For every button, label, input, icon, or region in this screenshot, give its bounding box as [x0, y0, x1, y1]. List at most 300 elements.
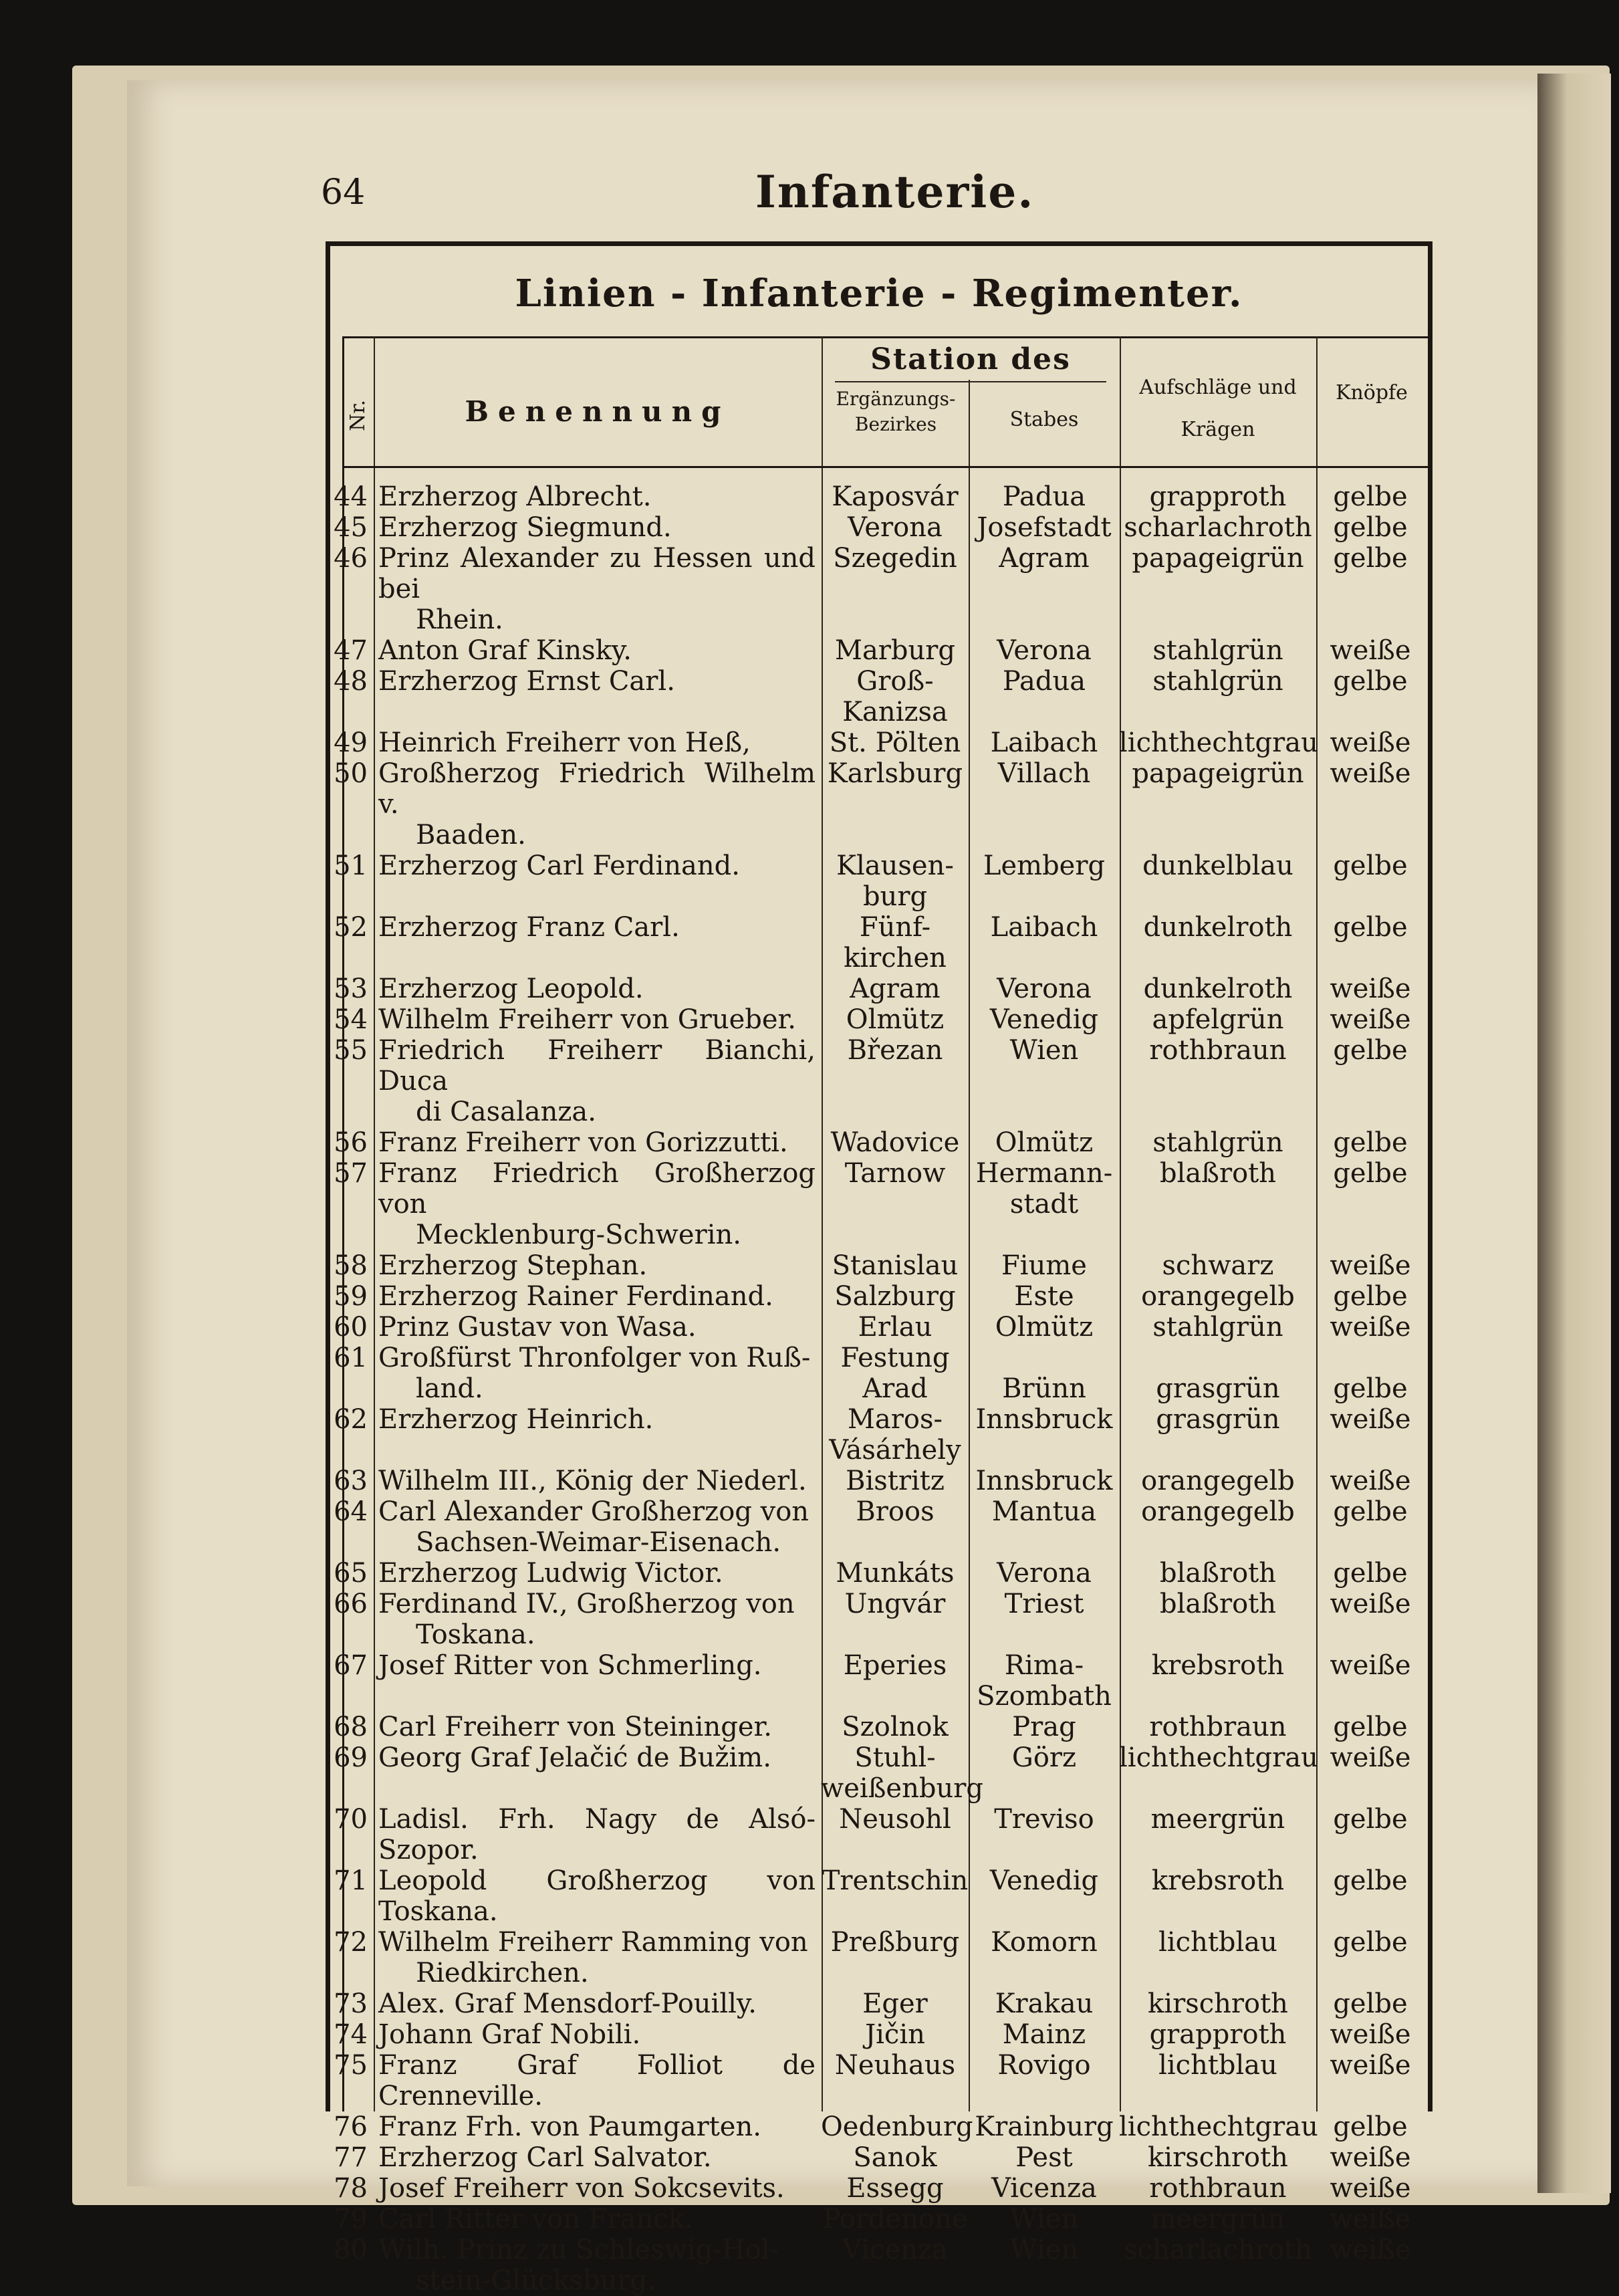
knoepfe-color-text: weiße — [1330, 1466, 1411, 1496]
knoepfe-color-text: weiße — [1330, 2234, 1411, 2265]
regiment-number: 78 — [334, 2173, 368, 2204]
ergaenzungsbezirk — [821, 1250, 969, 1281]
knoepfe-color-text: gelbe — [1333, 1158, 1408, 1189]
aufschlaege-color — [1119, 1558, 1317, 1589]
regiment-number: 60 — [334, 1312, 368, 1343]
knoepfe-color — [1317, 1158, 1424, 1189]
aufschlaege-color — [1119, 2019, 1317, 2050]
aufschlaege-color-text: dunkelroth — [1143, 912, 1293, 943]
aufschlaege-color-text: blaßroth — [1159, 1158, 1276, 1189]
stabes-station-line: Padua — [1002, 481, 1086, 512]
stabes-station — [969, 1558, 1119, 1589]
aufschlaege-color-text: kirschroth — [1148, 1988, 1288, 2019]
regiment-name-line: Toskana. — [416, 1619, 535, 1650]
ergaenzungsbezirk — [821, 481, 969, 512]
knoepfe-color-text: gelbe — [1333, 543, 1408, 574]
regiment-name-line: Rhein. — [416, 604, 503, 635]
aufschlaege-color-text: orangegelb — [1141, 1466, 1295, 1496]
ergaenzungsbezirk-line: Salzburg — [834, 1281, 956, 1312]
knoepfe-color-text: weiße — [1330, 1312, 1411, 1343]
stabes-station — [969, 1742, 1119, 1773]
aufschlaege-color — [1119, 1496, 1317, 1527]
regiment-name-line: Franz Freiherr von Gorizzutti. — [378, 1127, 788, 1158]
table-row — [330, 1742, 1428, 1804]
knoepfe-color-text: weiße — [1330, 1004, 1411, 1035]
table-row — [330, 1865, 1428, 1927]
knoepfe-color-text: gelbe — [1333, 1927, 1408, 1958]
ergaenzungsbezirk — [821, 973, 969, 1004]
regiment-name — [372, 1004, 821, 1035]
aufschlaege-color-text: rothbraun — [1149, 2173, 1287, 2204]
stabes-station-line: Krainburg — [975, 2111, 1114, 2142]
ergaenzungsbezirk-line: Groß- — [856, 666, 934, 697]
stabes-station — [969, 1712, 1119, 1742]
table-row — [330, 666, 1428, 727]
stabes-station — [969, 1343, 1119, 1404]
ergaenzungsbezirk-line: Olmütz — [846, 1004, 945, 1035]
regiment-number: 61 — [334, 1343, 368, 1373]
aufschlaege-color-text: krebsroth — [1151, 1650, 1285, 1681]
aufschlaege-color-text: scharlachroth — [1124, 512, 1312, 543]
knoepfe-color-text: weiße — [1330, 635, 1411, 666]
stabes-station-line: Krakau — [995, 1988, 1094, 2019]
ergaenzungsbezirk — [821, 2142, 969, 2173]
table-row — [330, 1312, 1428, 1343]
knoepfe-color — [1317, 1988, 1424, 2019]
ergaenzungsbezirk-line: Pordenone — [822, 2204, 968, 2234]
regiment-name-line: Erzherzog Siegmund. — [378, 512, 672, 543]
stabes-station — [969, 1250, 1119, 1281]
regiment-number: 79 — [334, 2204, 368, 2234]
knoepfe-color — [1317, 1127, 1424, 1158]
aufschlaege-color-text: grapproth — [1149, 2019, 1287, 2050]
table-row — [330, 2173, 1428, 2204]
regiment-number: 48 — [334, 666, 368, 697]
aufschlaege-color-text: lichthechtgrau — [1119, 2111, 1318, 2142]
regiment-name-line: Erzherzog Leopold. — [378, 973, 644, 1004]
regiment-name — [372, 1988, 821, 2019]
knoepfe-color — [1317, 2173, 1424, 2204]
regiment-name-line: Erzherzog Carl Salvator. — [378, 2142, 712, 2173]
regiment-name-line: Friedrich Freiherr Bianchi, Duca — [378, 1035, 816, 1097]
regiment-name-line: Wilhelm Freiherr Ramming von — [378, 1927, 808, 1958]
knoepfe-color-text: gelbe — [1333, 1865, 1408, 1896]
stabes-station-line: Este — [1014, 1281, 1074, 1312]
regiment-name-line: Franz Frh. von Paumgarten. — [378, 2111, 761, 2142]
knoepfe-color — [1317, 2050, 1424, 2081]
aufschlaege-color-text: grapproth — [1149, 481, 1287, 512]
ergaenzungsbezirk — [821, 1127, 969, 1158]
aufschlaege-color — [1119, 1312, 1317, 1343]
ergaenzungsbezirk — [821, 1035, 969, 1066]
table-row — [330, 2019, 1428, 2050]
table-row — [330, 973, 1428, 1004]
regiment-name-line: Riedkirchen. — [416, 1958, 589, 1988]
regiment-name-line: land. — [416, 1373, 483, 1404]
stabes-station-line: Treviso — [994, 1804, 1094, 1835]
knoepfe-color — [1317, 1650, 1424, 1681]
ergaenzungsbezirk-line: Broos — [856, 1496, 935, 1527]
knoepfe-color-text: gelbe — [1333, 1035, 1408, 1066]
ergaenzungsbezirk — [821, 1496, 969, 1527]
knoepfe-color — [1317, 481, 1424, 512]
aufschlaege-color-text: rothbraun — [1149, 1712, 1287, 1742]
aufschlaege-color — [1119, 1035, 1317, 1066]
ergaenzungsbezirk-line: Agram — [850, 973, 941, 1004]
aufschlaege-color — [1119, 481, 1317, 512]
stabes-station-line: Vicenza — [991, 2173, 1097, 2204]
stabes-station-line: Laibach — [990, 912, 1098, 943]
stabes-station — [969, 666, 1119, 697]
aufschlaege-color-text: blaßroth — [1159, 1558, 1276, 1589]
stabes-station-line: Olmütz — [995, 1127, 1094, 1158]
stabes-station — [969, 758, 1119, 789]
aufschlaege-color-text: stahlgrün — [1152, 1127, 1283, 1158]
aufschlaege-color-text: rothbraun — [1149, 1035, 1287, 1066]
ergaenzungsbezirk — [821, 850, 969, 912]
aufschlaege-color-text: dunkelblau — [1142, 850, 1293, 881]
regiment-name — [372, 912, 821, 943]
table-frame — [326, 241, 1433, 2296]
stabes-station-line: Wien — [1009, 1035, 1079, 1066]
ergaenzungsbezirk-line: Trentschin — [822, 1865, 969, 1896]
ergaenzungsbezirk — [821, 1988, 969, 2019]
knoepfe-color-text: gelbe — [1333, 2111, 1408, 2142]
table-body — [330, 481, 1428, 2296]
regiment-name — [372, 850, 821, 881]
aufschlaege-color — [1119, 2050, 1317, 2081]
knoepfe-color — [1317, 1589, 1424, 1619]
regiment-name-line: Carl Freiherr von Steininger. — [378, 1712, 772, 1742]
stabes-station-line: Verona — [997, 1558, 1092, 1589]
aufschlaege-color — [1119, 1650, 1317, 1681]
regiment-name-line: Prinz Alexander zu Hessen und bei — [378, 543, 816, 604]
regiment-name-line: Heinrich Freiherr von Heß, — [378, 727, 751, 758]
regiment-name — [372, 1466, 821, 1496]
ergaenzungsbezirk — [821, 912, 969, 973]
ergaenzungsbezirk — [821, 758, 969, 789]
stabes-station — [969, 727, 1119, 758]
ergaenzungsbezirk-line: Munkáts — [836, 1558, 955, 1589]
stabes-station — [969, 1127, 1119, 1158]
knoepfe-color-text: gelbe — [1333, 1281, 1408, 1312]
regiment-number: 55 — [334, 1035, 368, 1066]
regiment-name-line: Anton Graf Kinsky. — [378, 635, 632, 666]
stabes-station-line: Verona — [997, 635, 1092, 666]
aufschlaege-color-text: papageigrün — [1132, 543, 1304, 574]
regiment-name-line: Wilhelm III., König der Niederl. — [378, 1466, 807, 1496]
ergaenzungsbezirk-line: Jičin — [865, 2019, 925, 2050]
knoepfe-color — [1317, 2142, 1424, 2173]
ergaenzungsbezirk — [821, 2050, 969, 2081]
regiment-number: 45 — [334, 512, 368, 543]
regiment-name — [372, 481, 821, 512]
knoepfe-color-text: gelbe — [1333, 912, 1408, 943]
table-row — [330, 2204, 1428, 2234]
aufschlaege-color — [1119, 1127, 1317, 1158]
table-row — [330, 1250, 1428, 1281]
regiment-name-line: Leopold Großherzog von Toskana. — [378, 1865, 816, 1927]
table-row — [330, 1558, 1428, 1589]
regiment-name-line: Josef Ritter von Schmerling. — [378, 1650, 762, 1681]
regiment-number: 65 — [334, 1558, 368, 1589]
table-row — [330, 1035, 1428, 1127]
stabes-station — [969, 1496, 1119, 1527]
knoepfe-color-text: gelbe — [1333, 512, 1408, 543]
knoepfe-color — [1317, 1035, 1424, 1066]
knoepfe-color-text: gelbe — [1333, 1558, 1408, 1589]
regiment-name-line: Erzherzog Rainer Ferdinand. — [378, 1281, 773, 1312]
stabes-station — [969, 1004, 1119, 1035]
regiment-number: 77 — [334, 2142, 368, 2173]
ergaenzungsbezirk — [821, 1712, 969, 1742]
regiment-number: 62 — [334, 1404, 368, 1435]
aufschlaege-color-text: grasgrün — [1156, 1404, 1280, 1435]
stabes-station-line: stadt — [1009, 1189, 1079, 1220]
table-row — [330, 1988, 1428, 2019]
knoepfe-color — [1317, 1404, 1424, 1435]
stabes-station — [969, 543, 1119, 574]
title-rule — [342, 336, 1428, 338]
table-row — [330, 1650, 1428, 1712]
aufschlaege-color — [1119, 1343, 1317, 1404]
stabes-station-line: Laibach — [990, 727, 1098, 758]
table-row — [330, 543, 1428, 635]
header-knoepfe: Knöpfe — [1336, 381, 1408, 405]
aufschlaege-color-text: grasgrün — [1156, 1373, 1280, 1404]
ergaenzungsbezirk-line: Neusohl — [839, 1804, 951, 1835]
stabes-station — [969, 1312, 1119, 1343]
regiment-number: 74 — [334, 2019, 368, 2050]
ergaenzungsbezirk — [821, 1804, 969, 1835]
aufschlaege-color — [1119, 912, 1317, 943]
regiment-name-line: Großfürst Thronfolger von Ruß- — [378, 1343, 811, 1373]
regiment-name-line: Erzherzog Albrecht. — [378, 481, 652, 512]
knoepfe-color — [1317, 1927, 1424, 1958]
header-ergaenzungsbezirk: Ergänzungs-Bezirkes — [836, 388, 956, 435]
header-stabes: Stabes — [1009, 408, 1079, 431]
table-row — [330, 727, 1428, 758]
knoepfe-color — [1317, 1466, 1424, 1496]
regiment-name-line: Ladisl. Frh. Nagy de Alsó-Szopor. — [378, 1804, 816, 1865]
stabes-station-line: Lemberg — [983, 850, 1106, 881]
stabes-station-line: Pest — [1015, 2142, 1073, 2173]
ergaenzungsbezirk — [821, 1742, 983, 1804]
stabes-station-line: Agram — [999, 543, 1090, 574]
aufschlaege-color — [1119, 1250, 1317, 1281]
ergaenzungsbezirk — [821, 635, 969, 666]
ergaenzungsbezirk — [821, 666, 969, 727]
aufschlaege-color — [1119, 2204, 1317, 2234]
ergaenzungsbezirk — [821, 727, 969, 758]
table-row — [330, 1127, 1428, 1158]
regiment-number: 72 — [334, 1927, 368, 1958]
regiment-name-line: Erzherzog Carl Ferdinand. — [378, 850, 740, 881]
regiment-number: 71 — [334, 1865, 368, 1896]
table-row — [330, 2142, 1428, 2173]
stabes-station-line: Brünn — [1002, 1373, 1086, 1404]
header-station: Station des — [870, 342, 1071, 376]
regiment-name — [372, 1712, 821, 1742]
ergaenzungsbezirk-line: Maros- — [847, 1404, 943, 1435]
knoepfe-color — [1317, 1250, 1424, 1281]
knoepfe-color — [1317, 1004, 1424, 1035]
table-row — [330, 1404, 1428, 1466]
regiment-name — [372, 2142, 821, 2173]
regiment-name-line: Johann Graf Nobili. — [378, 2019, 641, 2050]
stabes-station-line: Komorn — [991, 1927, 1098, 1958]
regiment-number: 80 — [334, 2234, 368, 2265]
ergaenzungsbezirk — [821, 1281, 969, 1312]
table-row — [330, 1343, 1428, 1404]
ergaenzungsbezirk — [821, 1558, 969, 1589]
regiment-name — [372, 1035, 821, 1127]
knoepfe-color — [1317, 2234, 1424, 2265]
knoepfe-color-text: gelbe — [1333, 1127, 1408, 1158]
table-row — [330, 481, 1428, 512]
regiment-name — [372, 1865, 821, 1927]
knoepfe-color — [1317, 850, 1424, 881]
aufschlaege-color — [1119, 1865, 1317, 1896]
regiment-number: 76 — [334, 2111, 368, 2142]
knoepfe-color-text: gelbe — [1333, 666, 1408, 697]
aufschlaege-color — [1119, 758, 1317, 789]
knoepfe-color-text: gelbe — [1333, 481, 1408, 512]
knoepfe-color — [1317, 543, 1424, 574]
ergaenzungsbezirk-line: Tarnow — [844, 1158, 946, 1189]
knoepfe-color — [1317, 758, 1424, 789]
table-row — [330, 1712, 1428, 1742]
station-header-rule — [835, 381, 1106, 382]
regiment-name — [372, 2204, 821, 2234]
regiment-name — [372, 2050, 821, 2111]
regiment-name-line: Josef Freiherr von Sokcsevits. — [378, 2173, 785, 2204]
section-title: Linien - Infanterie - Regimenter. — [515, 271, 1243, 316]
aufschlaege-color — [1119, 1466, 1317, 1496]
regiment-number: 44 — [334, 481, 368, 512]
regiment-name — [372, 1558, 821, 1589]
regiment-name-line: Franz Friedrich Großherzog von — [378, 1158, 816, 1220]
regiment-name-line: Alex. Graf Mensdorf-Pouilly. — [378, 1988, 757, 2019]
knoepfe-color-text: weiße — [1330, 1589, 1411, 1619]
knoepfe-color-text: weiße — [1330, 2050, 1411, 2081]
table-row — [330, 512, 1428, 543]
ergaenzungsbezirk-line: Fünf- — [859, 912, 931, 943]
regiment-name — [372, 1127, 821, 1158]
stabes-station — [969, 2234, 1119, 2265]
aufschlaege-color-text: stahlgrün — [1152, 1312, 1283, 1343]
regiment-name-line: Georg Graf Jelačić de Bužim. — [378, 1742, 771, 1773]
knoepfe-color — [1317, 1742, 1424, 1773]
stabes-station — [969, 1804, 1119, 1835]
regiment-name-line: Erzherzog Stephan. — [378, 1250, 648, 1281]
knoepfe-color-text: weiße — [1330, 973, 1411, 1004]
regiment-name — [372, 1927, 821, 1988]
knoepfe-color — [1317, 1558, 1424, 1589]
regiment-name-line: Franz Graf Folliot de Crenneville. — [378, 2050, 816, 2111]
stabes-station — [969, 2142, 1119, 2173]
regiment-number: 59 — [334, 1281, 368, 1312]
regiment-number: 58 — [334, 1250, 368, 1281]
stabes-station-line: Szombath — [977, 1681, 1112, 1712]
stabes-station-line: Venedig — [989, 1865, 1099, 1896]
ergaenzungsbezirk-line: Klausen- — [836, 850, 954, 881]
aufschlaege-color-text: kirschroth — [1148, 2142, 1288, 2173]
stabes-station-line: Mainz — [1002, 2019, 1086, 2050]
regiment-number: 67 — [334, 1650, 368, 1681]
aufschlaege-color — [1119, 2173, 1317, 2204]
ergaenzungsbezirk-line: Eperies — [843, 1650, 947, 1681]
regiment-name — [372, 727, 821, 758]
ergaenzungsbezirk-line: Festung — [840, 1343, 950, 1373]
header-benennung: Benennung — [465, 395, 731, 428]
knoepfe-color — [1317, 512, 1424, 543]
ergaenzungsbezirk-line: Stuhl- — [854, 1742, 936, 1773]
regiment-name-line: Erzherzog Heinrich. — [378, 1404, 654, 1435]
regiment-name-line: Prinz Gustav von Wasa. — [378, 1312, 697, 1343]
knoepfe-color-text: weiße — [1330, 2019, 1411, 2050]
table-row — [330, 1281, 1428, 1312]
ergaenzungsbezirk-line: Stanislau — [832, 1250, 959, 1281]
table-row — [330, 758, 1428, 850]
stabes-station-line: Olmütz — [995, 1312, 1094, 1343]
regiment-number: 69 — [334, 1742, 368, 1773]
regiment-name — [372, 1589, 821, 1650]
ergaenzungsbezirk-line: burg — [862, 881, 928, 912]
stabes-station-line: Görz — [1011, 1742, 1077, 1773]
table-row — [330, 1804, 1428, 1865]
stabes-station-line: Wien — [1009, 2234, 1079, 2265]
table-row — [330, 2234, 1428, 2296]
knoepfe-color — [1317, 912, 1424, 943]
knoepfe-color — [1317, 1865, 1424, 1896]
stabes-station — [969, 2173, 1119, 2204]
ergaenzungsbezirk — [821, 1404, 969, 1466]
regiment-number: 68 — [334, 1712, 368, 1742]
regiment-number: 53 — [334, 973, 368, 1004]
regiment-name — [372, 1312, 821, 1343]
aufschlaege-color-text: apfelgrün — [1152, 1004, 1284, 1035]
stabes-station-line: Rovigo — [997, 2050, 1091, 2081]
knoepfe-color-text: weiße — [1330, 2204, 1411, 2234]
ergaenzungsbezirk — [821, 543, 969, 574]
stabes-station-line: Josefstadt — [977, 512, 1112, 543]
stabes-station — [969, 635, 1119, 666]
stabes-station — [969, 512, 1119, 543]
regiment-name — [372, 1158, 821, 1250]
aufschlaege-color-text: lichthechtgrau — [1119, 727, 1318, 758]
regiment-name-line: Ferdinand IV., Großherzog von — [378, 1589, 795, 1619]
knoepfe-color-text: weiße — [1330, 1650, 1411, 1681]
knoepfe-color — [1317, 1804, 1424, 1835]
ergaenzungsbezirk-line: Vásárhely — [829, 1435, 961, 1466]
ergaenzungsbezirk-line: Březan — [847, 1035, 943, 1066]
header-nr: Nr. — [346, 400, 370, 431]
knoepfe-color — [1317, 635, 1424, 666]
regiment-name-line: Carl Ritter von Franck. — [378, 2204, 693, 2234]
ergaenzungsbezirk-line: Arad — [862, 1373, 928, 1404]
regiment-name — [372, 1496, 821, 1558]
knoepfe-color — [1317, 1343, 1424, 1404]
regiment-name — [372, 635, 821, 666]
aufschlaege-color-text: scharlachroth — [1124, 2234, 1312, 2265]
aufschlaege-color-text: krebsroth — [1151, 1865, 1285, 1896]
stabes-station-line — [969, 1343, 1119, 1373]
ergaenzungsbezirk-line: St. Pölten — [829, 727, 961, 758]
knoepfe-color-text: gelbe — [1333, 1804, 1408, 1835]
book-spine — [1537, 74, 1611, 2193]
aufschlaege-color-text: dunkelroth — [1143, 973, 1293, 1004]
